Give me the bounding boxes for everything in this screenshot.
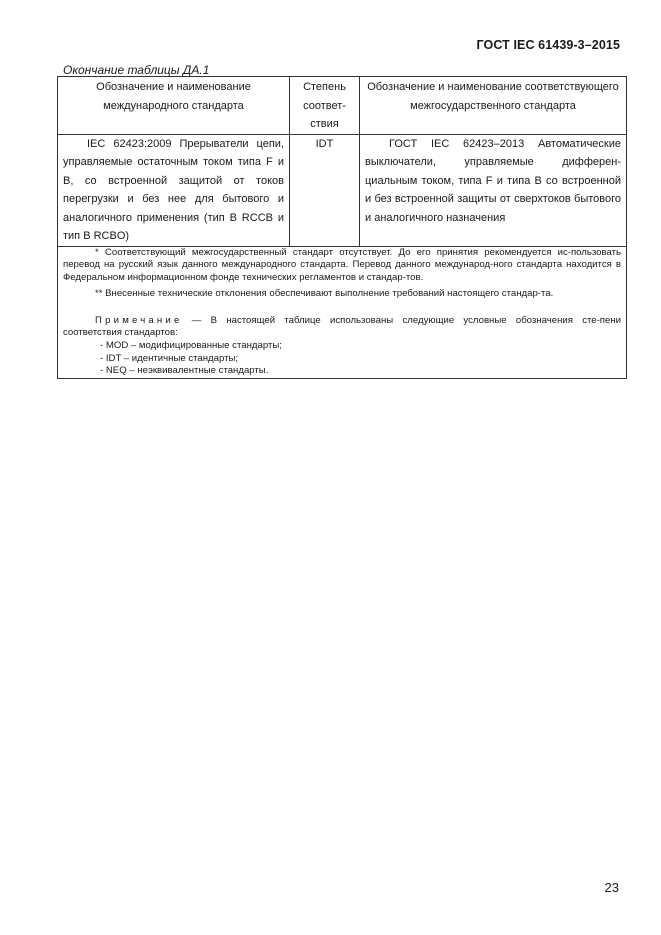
table-row	[58, 134, 627, 246]
page-number: 23	[604, 880, 619, 895]
cell-interstate-standard	[360, 134, 627, 246]
table-notes	[58, 246, 627, 378]
footnote-single-star: * Соответствующий межгосударственный стандарт отсутствует. До его принятия рекомендуется ис-пользовать перевод на русский язык данного международного стандарта. Перевод данного международ-ного стандарта находится в Федеральном информационном фонде технических регламентов и стандар-тов.	[63, 246, 621, 283]
document-code: ГОСТ IEC 61439-3–2015	[476, 38, 620, 52]
legend-item-idt: - IDT – идентичные стандарты;	[100, 352, 239, 364]
table-notes-row	[58, 246, 627, 378]
cell-degree: IDT	[290, 134, 360, 246]
footnote-double-star: ** Внесенные технические отклонения обеспечивают выполнение требований настоящего стандар-та.	[95, 288, 554, 300]
cell-international-text: IEC 62423:2009 Прерыватели цепи, управляемые остаточным током типа F и B, со встроенной защитой от токов перегрузки и без нее для бытового и аналогичного применения (тип B RCCB и тип B RCBO)	[63, 137, 284, 242]
note-label: Примечание	[95, 314, 183, 326]
note-text: — В настоящей таблице использованы следующие условные обозначения сте-пени соответствия стандартов:	[63, 314, 621, 339]
table-caption: Окончание таблицы ДА.1	[63, 63, 210, 77]
note-paragraph	[63, 315, 621, 340]
header-international-standard: Обозначение и наименование международного стандарта	[58, 77, 290, 135]
legend-item-mod: - MOD – модифицированные стандарты;	[100, 340, 282, 352]
header-degree-of-correspondence: Степень соответ-ствия	[290, 77, 360, 135]
legend-item-neq: - NEQ – неэквивалентные стандарты.	[100, 365, 269, 377]
header-interstate-standard: Обозначение и наименование соответствующего межгосударственного стандарта	[360, 77, 627, 135]
cell-interstate-text: ГОСТ IEC 62423–2013 Автоматические выключатели, управляемые дифферен-циальным током, типа F и типа B со встроенной и без встроенной защиты от сверхтоков бытового и аналогичного назначения	[365, 137, 621, 224]
table-header-row	[58, 77, 627, 135]
standards-table	[57, 76, 627, 379]
cell-international-standard	[58, 134, 290, 246]
